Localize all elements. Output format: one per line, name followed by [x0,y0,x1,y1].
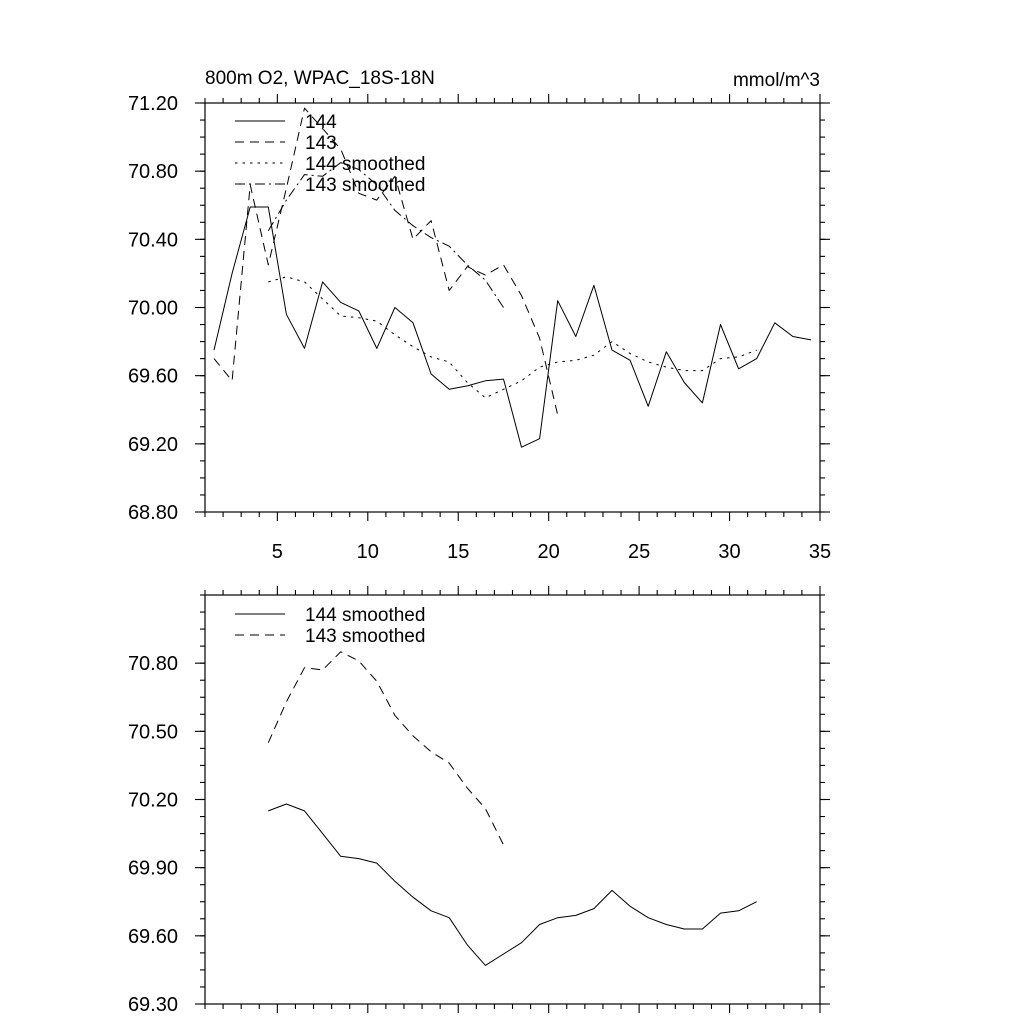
bottom-series-line-0 [268,804,756,965]
bottom-y-tick-label: 70.50 [127,721,178,744]
top-legend-label-2: 144 smoothed [305,154,426,175]
top-legend-label-1: 143 [305,133,337,154]
top-chart-title-right: mmol/m^3 [732,70,820,91]
bottom-series-line-1 [268,652,503,845]
bottom-y-tick-label: 69.60 [127,925,178,948]
bottom-legend-label-1: 143 smoothed [305,626,426,647]
top-legend-label-3: 143 smoothed [305,175,426,196]
top-chart-title-left: 800m O2, WPAC_18S-18N [205,68,435,89]
top-y-tick-label: 70.00 [127,297,178,320]
bottom-y-tick-label: 70.80 [127,653,178,676]
bottom-chart-frame [205,595,820,1004]
bottom-chart [128,586,830,1016]
top-legend-label-0: 144 [305,112,337,133]
top-x-tick-label: 30 [718,541,741,563]
top-chart-ticks [128,93,831,563]
top-y-tick-label: 68.80 [127,502,178,524]
bottom-y-tick-label: 69.90 [127,857,178,880]
top-chart [128,68,831,563]
top-y-tick-label: 69.60 [127,365,178,388]
top-x-tick-label: 5 [271,541,283,563]
top-y-tick-label: 71.20 [127,93,178,115]
top-x-tick-label: 25 [627,541,651,563]
top-y-tick-label: 69.20 [127,433,178,456]
top-series-line-0 [214,207,811,447]
top-x-tick-label: 10 [356,541,379,563]
top-x-tick-label: 15 [447,541,470,563]
top-y-tick-label: 70.80 [127,161,178,184]
bottom-chart-legend [235,605,425,647]
bottom-y-tick-label: 70.20 [127,789,178,812]
top-x-tick-label: 35 [808,541,832,563]
top-chart-legend [235,112,425,196]
bottom-legend-label-0: 144 smoothed [305,605,426,626]
top-series-line-2 [268,277,756,398]
top-chart-plot-area [214,108,811,447]
bottom-y-tick-label: 69.30 [127,994,178,1016]
top-x-tick-label: 20 [537,541,560,563]
bottom-chart-plot-area [268,652,756,966]
top-chart-frame [205,103,820,512]
top-y-tick-label: 70.40 [127,229,178,252]
